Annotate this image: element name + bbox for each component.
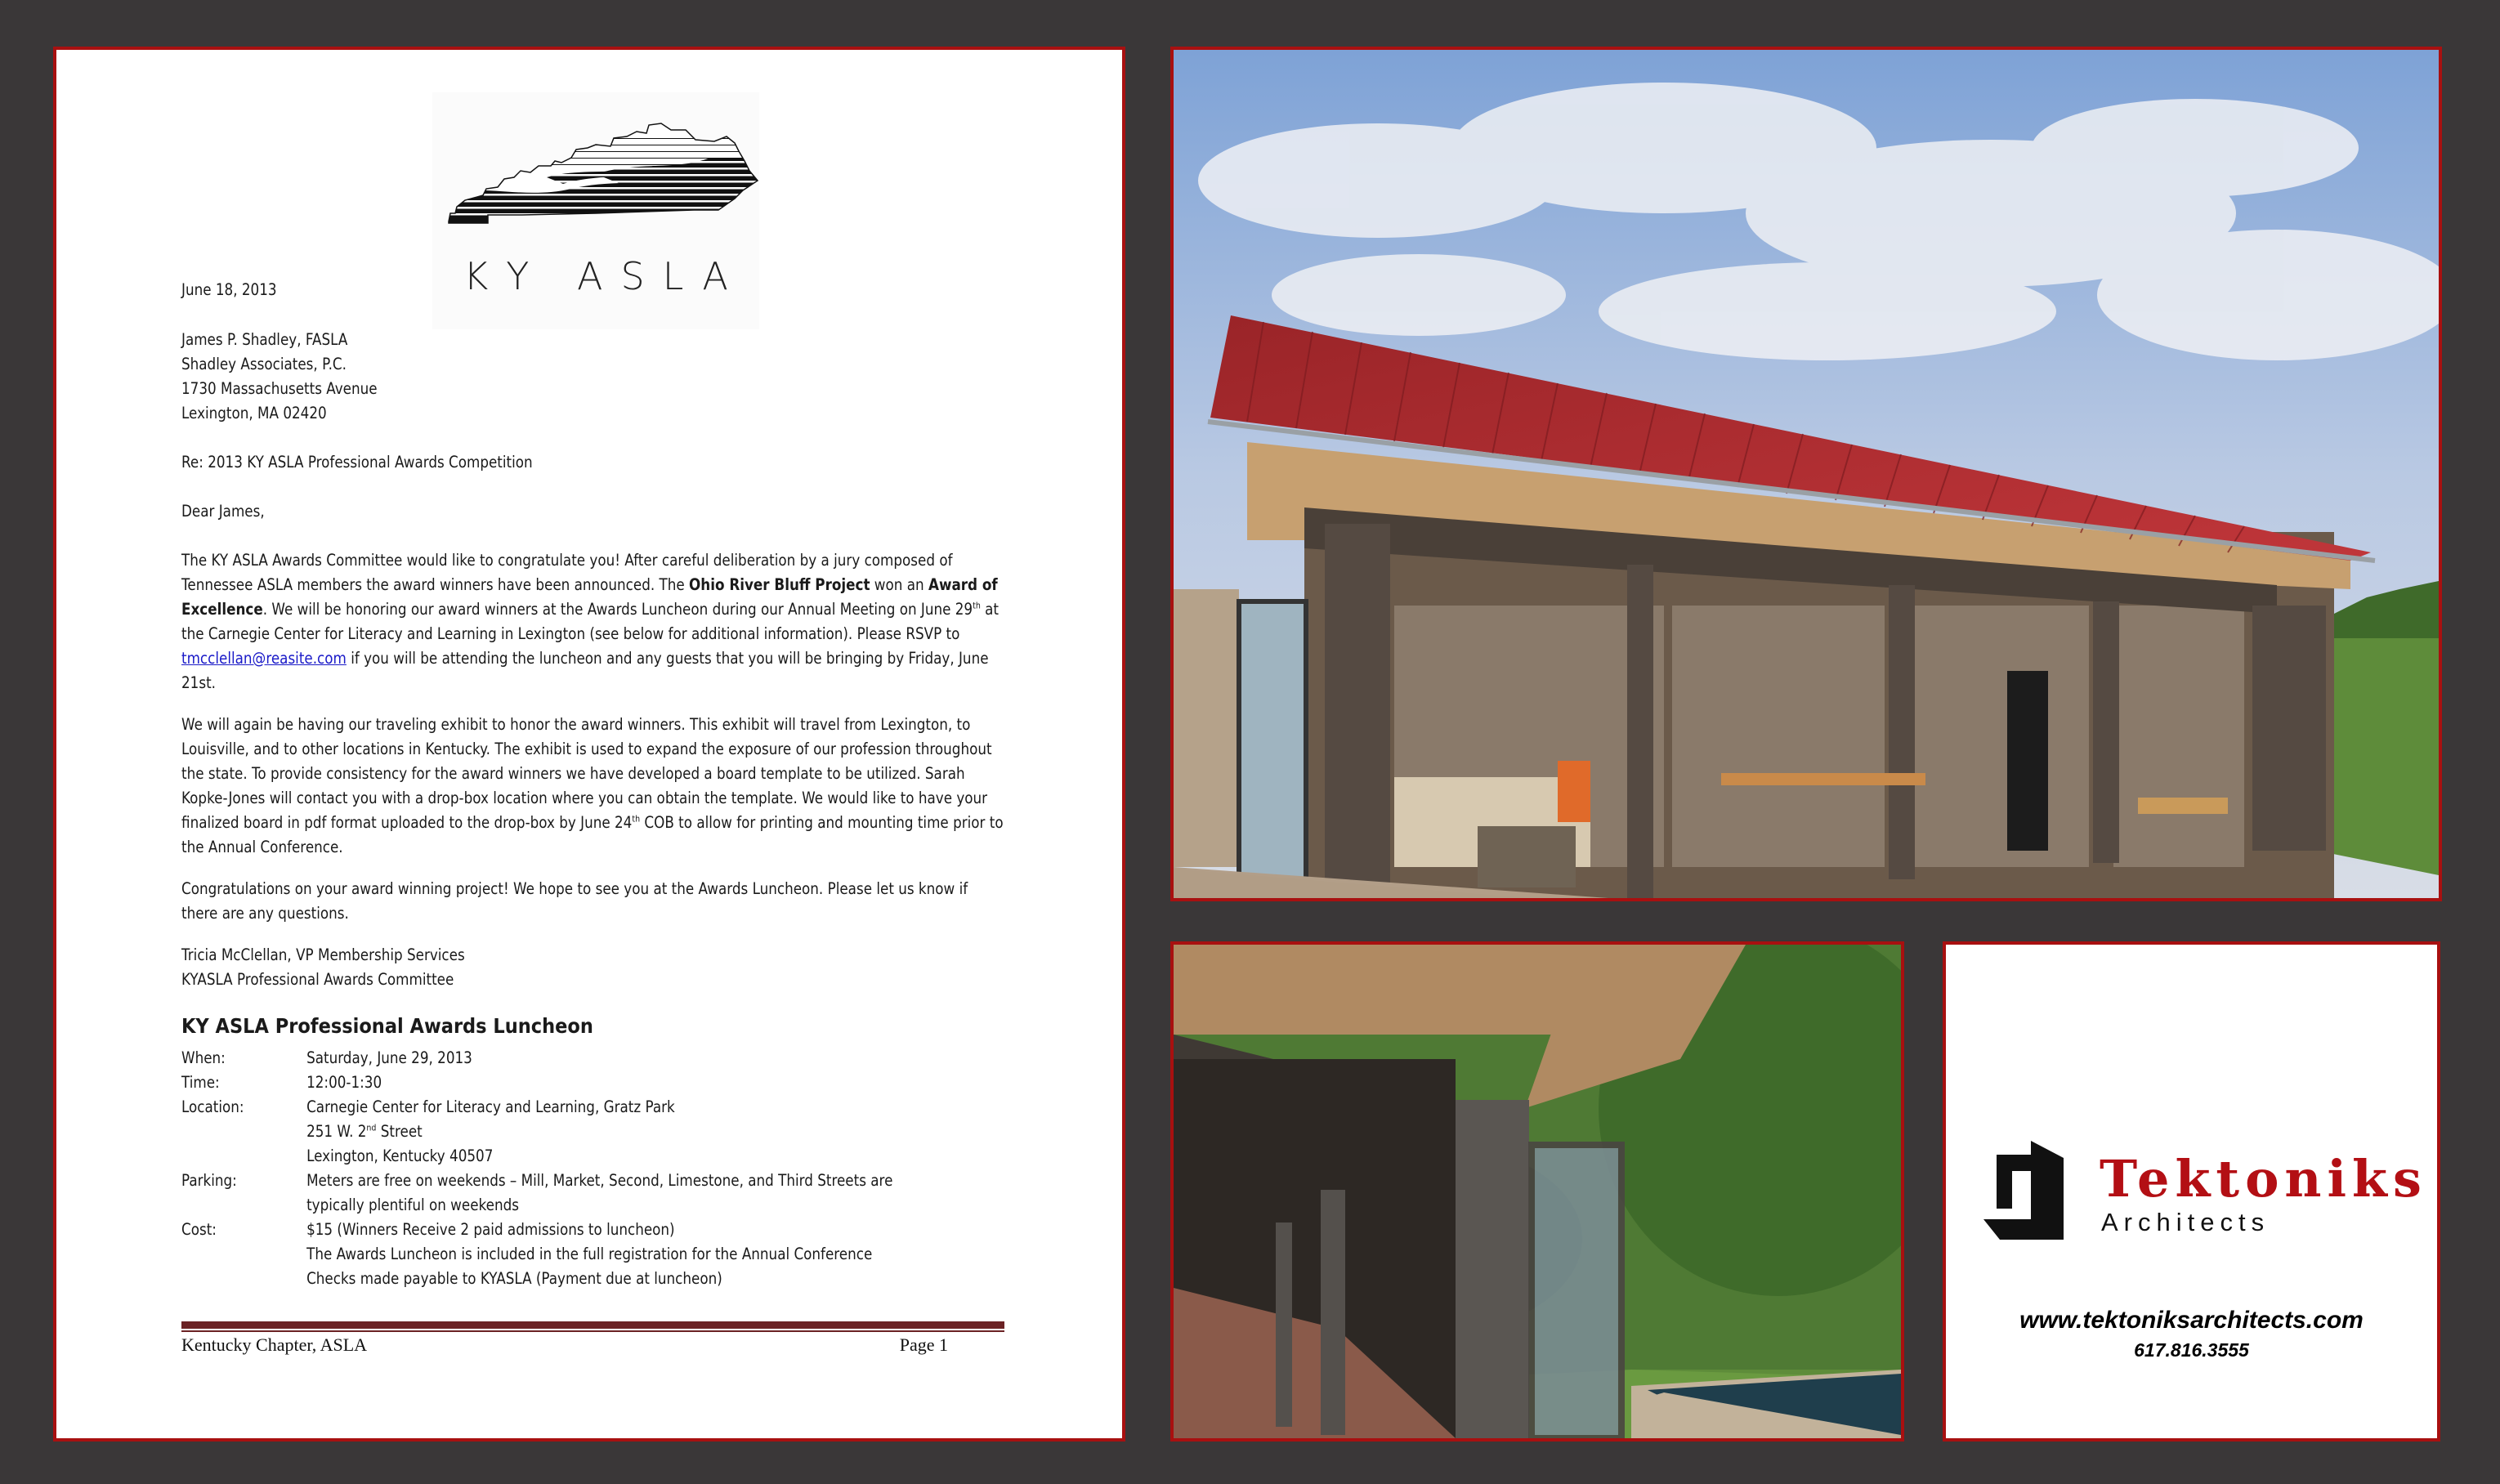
detail-location-city (181, 1144, 493, 1169)
footer-chapter: Kentucky Chapter, ASLA (181, 1334, 368, 1355)
paragraph-closing: Congratulations on your award winning project! We hope to see you at the Awards Luncheon. Please let us know if there are any questions. (181, 879, 968, 923)
tektoniks-website-link[interactable]: www.tektoniksarchitects.com (2019, 1307, 2364, 1334)
recipient-street: 1730 Massachusetts Avenue (181, 379, 378, 398)
tektoniks-contact (1946, 1106, 2437, 1442)
ky-asla-logo (432, 92, 759, 329)
detail-value: Carnegie Center for Literacy and Learning, Gratz Park (306, 1097, 675, 1116)
text: if you will be attending the luncheon and any guests that you will be bringing by Friday, June 21st. (181, 649, 989, 692)
ky-asla-wordmark: KY ASLA (463, 254, 746, 298)
detail-cost-note (181, 1242, 872, 1267)
paragraph-announcement (181, 548, 1004, 695)
letter-subject: Re: 2013 KY ASLA Professional Awards Competition (181, 453, 533, 472)
award-letter-page (53, 47, 1125, 1442)
ordinal-suffix: th (973, 600, 981, 611)
ordinal-suffix: nd (366, 1122, 377, 1133)
letter-salutation: Dear James, (181, 502, 265, 521)
detail-location-street (181, 1120, 423, 1144)
porch-detail-image (1174, 945, 1901, 1438)
text: . We will be honoring our award winners at the Awards Luncheon during our Annual Meeting on June 29 (262, 600, 973, 619)
project-name: Ohio River Bluff Project (689, 575, 870, 594)
detail-label: Parking: (181, 1171, 237, 1190)
detail-value: The Awards Luncheon is included in the full registration for the Annual Conference (306, 1245, 873, 1263)
footer-page-number: Page 1 (899, 1334, 948, 1355)
letter-date: June 18, 2013 (181, 280, 277, 299)
tektoniks-logo-panel (1943, 941, 2440, 1442)
signature-committee: KYASLA Professional Awards Committee (181, 970, 454, 989)
ordinal-suffix: th (632, 813, 641, 825)
detail-value: $15 (Winners Receive 2 paid admissions to luncheon) (306, 1220, 675, 1239)
pool-pavilion-photo (1170, 47, 2442, 901)
detail-cost (181, 1218, 675, 1242)
text: at the Carnegie Center for Literacy and Learning in Lexington (see below for additional information). Please RSVP to (181, 600, 1000, 643)
text: The KY ASLA Awards Committee would like to congratulate you! After careful deliberation by a jury composed of Tennessee ASLA members the award winners have been announced. The (181, 551, 953, 594)
detail-label: Location: (181, 1097, 244, 1116)
detail-value: 12:00-1:30 (306, 1073, 382, 1092)
luncheon-heading: KY ASLA Professional Awards Luncheon (181, 1014, 593, 1038)
pool-foreground (1174, 50, 2439, 898)
detail-value: Meters are free on weekends – Mill, Market, Second, Limestone, and Third Streets are (306, 1171, 893, 1190)
signature-name: Tricia McClellan, VP Membership Services (181, 945, 465, 964)
detail-time (181, 1071, 382, 1095)
detail-value: Lexington, Kentucky 40507 (306, 1147, 494, 1165)
recipient-city: Lexington, MA 02420 (181, 404, 327, 422)
detail-when (181, 1046, 472, 1071)
footer-divider (181, 1321, 1004, 1330)
recipient-name: James P. Shadley, FASLA (181, 330, 348, 349)
tektoniks-subtitle: Architects (2101, 1208, 2270, 1236)
detail-value: typically plentiful on weekends (306, 1196, 519, 1214)
detail-location (181, 1095, 675, 1120)
porch-detail-photo (1170, 941, 1904, 1442)
recipient-company: Shadley Associates, P.C. (181, 355, 347, 373)
text: won an (870, 575, 928, 594)
rsvp-email-link[interactable]: tmcclellan@reasite.com (181, 649, 347, 668)
detail-label: Cost: (181, 1220, 217, 1239)
award-name: Award of Excellence (181, 575, 998, 619)
detail-label: When: (181, 1048, 226, 1067)
detail-value (306, 1120, 423, 1144)
detail-value: Checks made payable to KYASLA (Payment due at luncheon) (306, 1269, 722, 1288)
detail-value: Saturday, June 29, 2013 (306, 1048, 472, 1067)
text: COB to allow for printing and mounting time prior to the Annual Conference. (181, 813, 1004, 856)
paragraph-exhibit (181, 713, 1004, 860)
detail-label: Time: (181, 1073, 220, 1092)
text: 251 W. 2 (306, 1122, 367, 1141)
text: Street (376, 1122, 423, 1141)
tektoniks-name: Tektoniks (2100, 1149, 2427, 1209)
detail-parking-cont (181, 1193, 519, 1218)
kentucky-state-outline-icon (432, 92, 759, 256)
text: We will again be having our traveling exhibit to honor the award winners. This exhibit will travel from Lexington, to Louisville, and to other locations in Kentucky. The exhibit is used to expand the exposure of our profession throughout the state. To provide consistency for the award winners we have developed a board template to be utilized. Sarah Kopke-Jones will contact you with a drop-box location where you can obtain the template. We would like to have your finalized board in pdf format uploaded to the drop-box by June 24 (181, 715, 992, 832)
detail-cost-payment (181, 1267, 722, 1291)
tektoniks-phone: 617.816.3555 (2134, 1339, 2249, 1361)
detail-parking (181, 1169, 892, 1193)
